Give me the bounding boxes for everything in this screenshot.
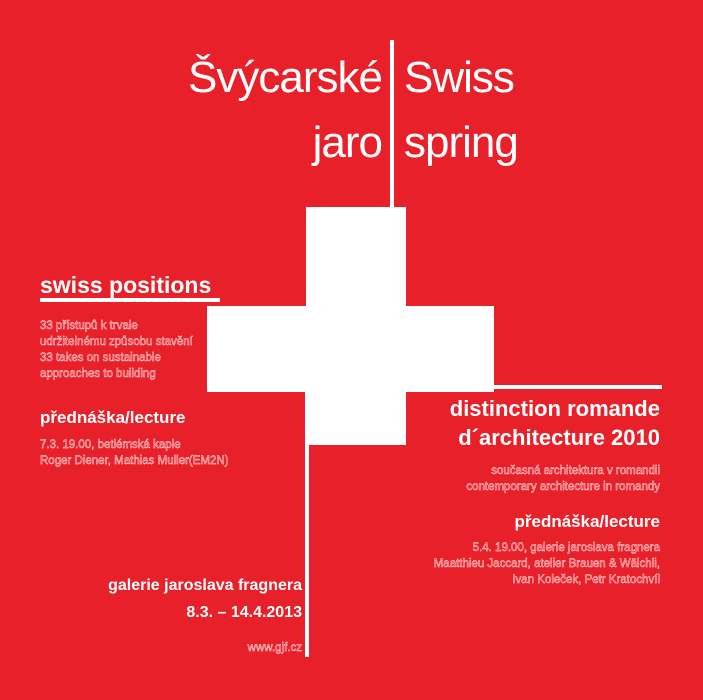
right-desc-line: současná architektura v romandii [491,465,660,477]
cross-horizontal-bar [207,306,494,392]
left-description [40,318,193,382]
left-vertical-line [305,385,309,657]
right-description [466,463,660,495]
right-desc-line: contemporary architecture in romandy [466,481,660,494]
left-lecture-details [40,437,229,469]
title-cz-line1: Švýcarské [188,53,382,102]
right-lecture-line: Ivan Koleček, Petr Kratochvíl [512,574,660,587]
left-desc-line: 33 takes on sustainable [40,352,161,365]
left-desc-line: approaches to building [40,368,156,381]
left-lecture-line: Roger Diener, Mathias Muller(EM2N) [40,455,229,468]
title-cz-line2: jaro [312,118,382,167]
left-desc-line: udržitelnému způsobu stavění [40,336,193,349]
right-lecture-details [434,540,660,588]
gallery-name: galerie jaroslava fragnera [108,577,302,594]
center-vertical-line [390,40,394,382]
title-en-line2: spring [404,118,518,167]
exhibition-dates: 8.3. – 14.4.2013 [186,604,302,621]
left-desc-line: 33 přístupů k trvale [40,320,138,332]
left-lecture-line: 7.3. 19.00, betlémská kaple [40,439,181,451]
right-lecture-line: Maatthieu Jaccard, atelier Brauen & Wälchli, [433,558,660,571]
title-en-line1: Swiss [404,53,514,102]
right-lecture-heading: přednáška/lecture [514,512,660,531]
left-lecture-heading: přednáška/lecture [40,408,186,427]
right-horizontal-line [392,385,662,389]
website-link[interactable]: www.gjf.cz [247,642,302,654]
right-lecture-line: 5.4. 19.00, galerie jaroslava fragnera [472,542,660,554]
right-heading-line1: distinction romande [449,396,660,421]
right-heading-line2: d´architecture 2010 [458,425,660,450]
left-heading: swiss positions [40,272,212,298]
